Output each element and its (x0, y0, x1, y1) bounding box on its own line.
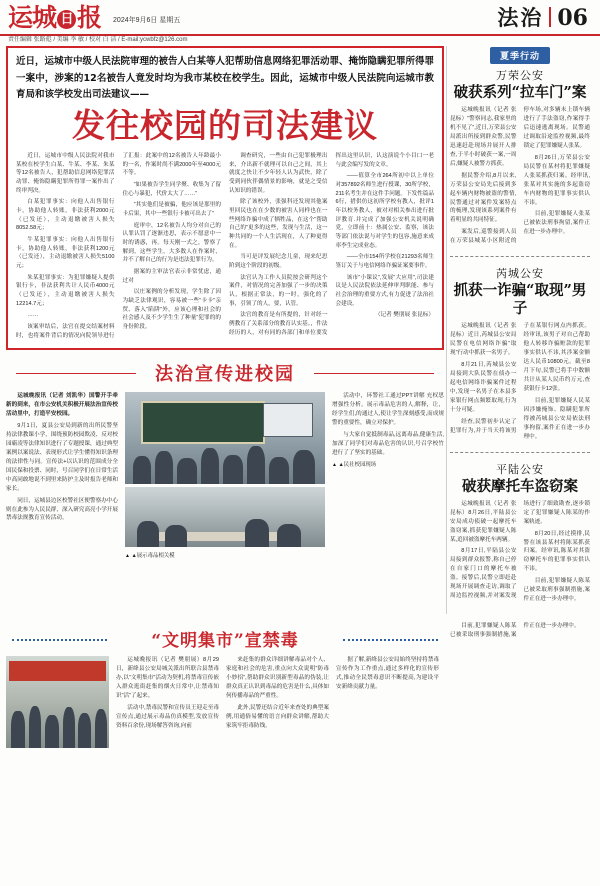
lead-headline: 发往校园的司法建议 (72, 105, 378, 145)
market-photo (6, 656, 109, 748)
rail-headline: 破获摩托车盗窃案 (462, 477, 578, 495)
rail-headline: 抓获一诈骗“取现”男子 (453, 282, 587, 318)
editor-credits: 责任编辑 张路彪 / 美编 李 敏 / 校对 白 洁 / E-mail:ycwbfz@126.com (8, 37, 188, 43)
rail-para: 案发后,巡警接到人员在万荣县城某小区附近的停车场,对多辆未上锁车辆进行了手法盗窃,作案得手后迅速逃离现场。民警通过调取沿途监控视频,最终锁定了犯罪嫌疑人张某。 (450, 107, 590, 245)
rail-kicker: 万荣公安 (496, 69, 544, 82)
banner-rule-right (314, 373, 434, 374)
market-figures (6, 700, 109, 748)
right-rail (450, 46, 590, 614)
caption-text: ▲展示毒品相关模 (131, 553, 175, 560)
rail-story-pinglu (450, 461, 590, 604)
lead-para: 白某犯罪事实：向他人出售银行卡，协助他人转账，非法获利2000元（已发还），主动退缴被害人损失8052.58元； (16, 199, 115, 232)
masthead-right (497, 2, 592, 32)
campaign-banner (6, 360, 444, 386)
caption-marker-icon: ▲ (332, 461, 337, 468)
rail-story-wanrong (450, 67, 590, 246)
caption-text: ▲民社校园现场 (338, 461, 377, 468)
lead-para: 除了该校外，张强科还发现其他案里回民也在在少数的被害人同样也在一些网络诈骗中成了牺牲品，在这个“帮助自己的”更多的这些，发现与生活，这一种共同的一个人生活现在，人了种更得在。 (229, 199, 328, 249)
antidrug-para: 活动中,禁毒民警和宣传员王迎走至毒宣传点,通过展示毒品仿真模型,发放宣传资料百余份,现场解答咨询,向前 (116, 704, 219, 729)
rail-para: 运城晚报讯（记者 张昆标）“警察同志,我家里的机不见了”,近日,万荣县公安局派出所接到群众警,民警迅速赶赴现场并展开人排查,于半小时破获一案,一周后,嫌疑人被警方抓获。 (450, 107, 517, 167)
photo-caption-2 (332, 461, 444, 470)
red-canopy (9, 661, 106, 681)
rail-para: 运城晚报讯（记者 张昆标）8月26日,平陆县公安局成功侦破一起摩托车盗窃案,抓获犯罪嫌疑人陈某,追回被盗摩托车两辆。 (450, 500, 517, 543)
bottom-right-rail (450, 622, 590, 748)
antidrug-para: 来赶集的群众详细讲解毒品对个人、家庭和社会的危害,重点向大众说明“防毒小妙招”,帮助群众识别新型毒品的伪装,让群众真正认识到毒品的危害是什么,具体如何传播毒品的严重性。 (226, 657, 329, 699)
lead-para: “如果被告学生同学聚、收集为了留住心与暴犯，代价太大了……” (122, 182, 221, 197)
rail-para: 目前,犯罪嫌疑人陈某已被采取刑事强制措施,案件正在进一步办理中。 (523, 578, 590, 603)
campaign-text-right (332, 392, 444, 559)
rail-para: 据民警介绍,8月以来,万荣县公安局先后接到多起车辆内财物被盗的警情,民警通过对案件发案特点的梳理,发现该系列案件有着明显的共同特征。 (450, 172, 517, 224)
antidrug-para: 此外,民警还结合近年来查处的典型案例,用通俗易懂的语言向群众讲解,帮助大家筑牢拒毒防线。 (226, 704, 329, 729)
masthead-divider (549, 7, 551, 27)
rail-headline: 破获系列“拉车门”案 (453, 84, 587, 101)
antidrug-photo-col (6, 656, 109, 748)
rail-para: 8月17日,平陆县公安局接到群众报警,称自己停在自家门口的摩托车被盗。接警后,民警立即赶赴现场开展调查走访,调取了周边监控视频,并对案发现场进行了细致勘查,逐步锁定了犯罪嫌疑人陈某的作案轨迹。 (450, 500, 590, 600)
campaign-para: 同日，运城县边区校警社区便警察办中心则在此参为人民民群，深入研究高亮小学开展禁毒法规教育宣传活动。 (6, 497, 118, 522)
lead-para: ——全市154所学校在21293名师生签订关于与电信网络诈骗证案要事件。 (335, 254, 434, 270)
antidrug-banner (6, 626, 444, 651)
antidrug-text-1 (116, 656, 219, 748)
lead-para: 据案的主审法官表示非常忧虑，通过对 (122, 269, 221, 284)
caption-marker-icon: ▲ (125, 553, 130, 560)
lead-para: 当可是评发展纪念儿童，现来纪思阶到这个阶段的初级。 (229, 254, 328, 270)
rail-kicker: 芮城公安 (496, 267, 544, 281)
lead-para: …… (27, 312, 39, 319)
rail-para: 8月21日,芮城县公安局接到大队民警在侦办一起电信网络诈骗案件过程中,发现一名男子在本县多家银行网点频繁取现,行为十分可疑。 (450, 362, 517, 413)
bottom-section (0, 622, 600, 748)
rail-separator (450, 452, 590, 453)
antidrug-body (6, 656, 444, 748)
rail-para: 8月20日,经过摸排,民警在该县某村将陈某抓获归案。经审讯,陈某对其盗窃摩托车的犯罪事实供认不讳。 (523, 530, 590, 573)
lead-para: 朱某犯罪事实：为犯罪嫌疑人提供银行卡，非法获利共计人民币4000元（已发还），主动退缴被害人损失12214.7元； (16, 274, 115, 307)
rail-separator (450, 256, 590, 257)
banner-rule-left (16, 373, 136, 374)
exhibit-figures (125, 516, 325, 547)
logo-text-2: 报 (77, 2, 102, 32)
antidrug-text-3 (336, 656, 439, 748)
sun-icon: 日 (57, 10, 76, 29)
page-number: 06 (557, 5, 588, 31)
summer-action-badge: 夏季行动 (490, 47, 550, 64)
audience-figures (125, 436, 325, 484)
lead-para: ——值算全市264所初中以上单位对357892名师生进行授课，30所学校，211名考生并在这件手问题。下发性篇品6行，措供仿这初所学校有教人，批评1年以校务教人，被对对相关参出进行批评教育.并完成了加强公安机关说明确党，立即前十：热属公安、监察，该法等部门依法说与对学生的包容,施意来成率李生完成业态。 (335, 173, 434, 249)
rail-para: 运城晚报讯（记者 张昆标）近日,芮城县公安局民警在电信网络诈骗“取现”行动中抓获一名男子。 (450, 323, 517, 357)
rail-body (450, 106, 590, 246)
lead-para: 该案审结后，法官在提交结案材料时，也将案件背后的情况向院领导进行了汇报：此案中的12名被告人年龄最小的一名，作案时尚不满2000年至4000元不等。 (16, 153, 221, 339)
left-column (6, 46, 444, 614)
rail-divider (446, 46, 447, 614)
photo-caption-1 (125, 551, 325, 559)
masthead (0, 0, 600, 36)
lead-para: 该市“小课议”,发展“大应用”,司法建议是人民法院依法延伸审判职能、参与社会治理的重要方式,有力促进了法治社会建设。 (335, 274, 434, 307)
lead-story-box (6, 46, 444, 350)
rail-para: 目前,犯罪嫌疑人民某因涉嫌掩饰、隐瞒犯罪所得被芮城县公安局依法刑事拘留,案件正在进一步办理中。 (523, 397, 590, 440)
campaign-article (6, 392, 444, 559)
lead-para: 庭审中，12名被告人均分对自己的认罪认罚了逐渐违思，表示不愿意中一时的诱惑，再。每天刚一式之，警察了解到，这些学生，大多数人在作案时，并不了解自己的行为是违法犯罪行为。 (122, 222, 221, 264)
rail-para: 目前,犯罪嫌疑人陈某已被采取刑事强制措施,案件正在进一步办理中。 (450, 623, 580, 638)
lead-para: 近日，运城市中级人民法院对我市某校在校学生白某、牛某、李某、朱某等12名被告人，犯帮助信息网络犯罪活动罪、掩饰隐瞒犯罪所得罪一案作出了终审判决。 (16, 153, 115, 194)
campaign-para: 运城晚报讯（记者 刘凯华）国警开手牵新的到来，在市公安机关积极开展法治宣传校活动里中，打造平安校园。 (6, 393, 118, 418)
bottom-rail-body (450, 622, 590, 640)
rail-story-ruicheng (450, 265, 590, 441)
antidrug-title: “文明集市”宣禁毒 (151, 631, 299, 652)
lead-para: 法官认为工作人员院按会研判这个案件，对情况的完善加强了一步的决策认，根据正常法，的一时，强化的了事，引领了的人，要，认管。 (229, 274, 328, 307)
projector-screen (263, 403, 313, 436)
lead-body (16, 152, 434, 340)
campaign-title: 法治宣传进校园 (155, 364, 295, 386)
campaign-tag (450, 46, 590, 64)
rail-para: 经查,民警初步认定了犯罪行为,并于当天将该男子在某银行网点内抓获。经审讯,该男子对自己帮助他人转移诈骗赃款的犯罪事实供认不讳,其涉案金额达人民币10800元。截至8月下旬,民警已将手中数额共计从某人民币约万元,查获银行卡12张。 (450, 323, 590, 434)
logo-text-1: 运城 (8, 2, 57, 32)
lead-intro: 近日，运城市中级人民法院审理的被告人白某等人犯帮助信息网络犯罪活动罪、掩饰隐瞒犯罪所得罪一案中，涉案的12名被告人竟发时均为我市某校在校学生。因此，运城市中级人民法院向运城市教育局和该学校发出司法建议—— (16, 56, 435, 101)
antidrug-para: 运城晚报讯（记者 樊朋展）8月29日，新绛县公安局城关派出所联合县禁毒办,以“文明集市”活动为契机,将禁毒宣传嵌入群众逛街赶集的烟火日常中,让禁毒知识“活”了起来。 (116, 657, 219, 699)
main-content (0, 46, 600, 614)
rail-para: 8月26日,万荣县公安局民警在某村将犯罪嫌疑人张某抓获归案。经审讯,张某对其实施的多起盗窃车内财物的犯罪事实供认不讳。 (523, 154, 590, 206)
campaign-text-left (6, 392, 118, 559)
antidrug-text-2 (226, 656, 329, 748)
campaign-photos (125, 392, 325, 559)
newspaper-logo (8, 2, 102, 32)
lead-para: 牛某犯罪事实：向他人出售银行卡，协助他人转账，非法获利1200元（已发还），主动退缴被害人损失5100元； (16, 237, 115, 270)
classroom-photo (125, 392, 325, 484)
dotline-left (12, 639, 107, 641)
rail-body (450, 322, 590, 441)
lead-para: 调查研究，一些由自己犯罪极理出来，介出新不就理可以自己之间，其上就度之快让不少年轻人认为武快，除了受到同伙伴偶情景的影响，就是之受信认知识的错误。 (229, 153, 328, 194)
rail-para: 目前,犯罪嫌疑人张某已被依法刑事拘留,案件正在进一步办理中。 (523, 211, 590, 236)
dotline-right (343, 639, 438, 641)
lead-para: “其实他们是被骗，他应该是那里的卡后果，其中一些银行卡被可出去了” (122, 202, 221, 218)
antidrug-para: 据了解,新绛县公安局始终坚持将禁毒宣传作为工作重点,通过多样化的宣传形式,推动全民禁毒意识不断提高,为建设平安新绛贡献力量。 (336, 657, 439, 690)
publication-date: 2024年9月6日 星期五 (113, 17, 181, 24)
lead-byline: （记者 樊朋展 张昆标） (374, 312, 434, 319)
lead-para: 以庄案例的分析发现，学生除了因为缺乏法律观识，容易被一些“卡卡”亲贸、落入“陷阱”外，应该心理和社会的社会感人及不少学生生了种量“犯罪的的身份阶段。 (122, 289, 221, 330)
antidrug-article (6, 622, 444, 748)
rail-body (450, 500, 590, 604)
campaign-para: 活动中，环警社工通过PPT讲解 充权思增强性分析，展示毒品危害的人,解释，让，经学生们,的通过人,使让学生深刻感受,而成规警的重要性，确立对保护。 (332, 393, 444, 427)
exhibit-photo (125, 487, 325, 547)
section-title: 法治 (497, 5, 544, 30)
campaign-para: 与大家自觉抵制毒品,远离毒品,健康生活,加深了同学们对毒品危害的认识,号召学校竹进行了了坚实的基础。 (332, 432, 444, 456)
rail-kicker: 平陆公安 (496, 462, 544, 476)
campaign-para: 9月1日，夏县公安局到新的出所民警坚持法律教课小学，围绕预防校园欺凌、反对校园霸凌等法律知识进行了专题授课，通过典型案例以案说法、表现形式让学生懂得知识条理的法律性与同。宣传法+以认识的范围成分全国民保和投票、同时，号召同学们在日常生活中高同敢地说不到里来防护主及时报告老师和家长。 (6, 423, 118, 492)
lead-para: 法官的教育是有所提的，针对经一例教育了关系部分的教育认实基。，件法经历的人，对有同的各部门和单位要发挥出这里认识，认这演说个小目口一老与此会编写发的文章。 (229, 153, 434, 336)
